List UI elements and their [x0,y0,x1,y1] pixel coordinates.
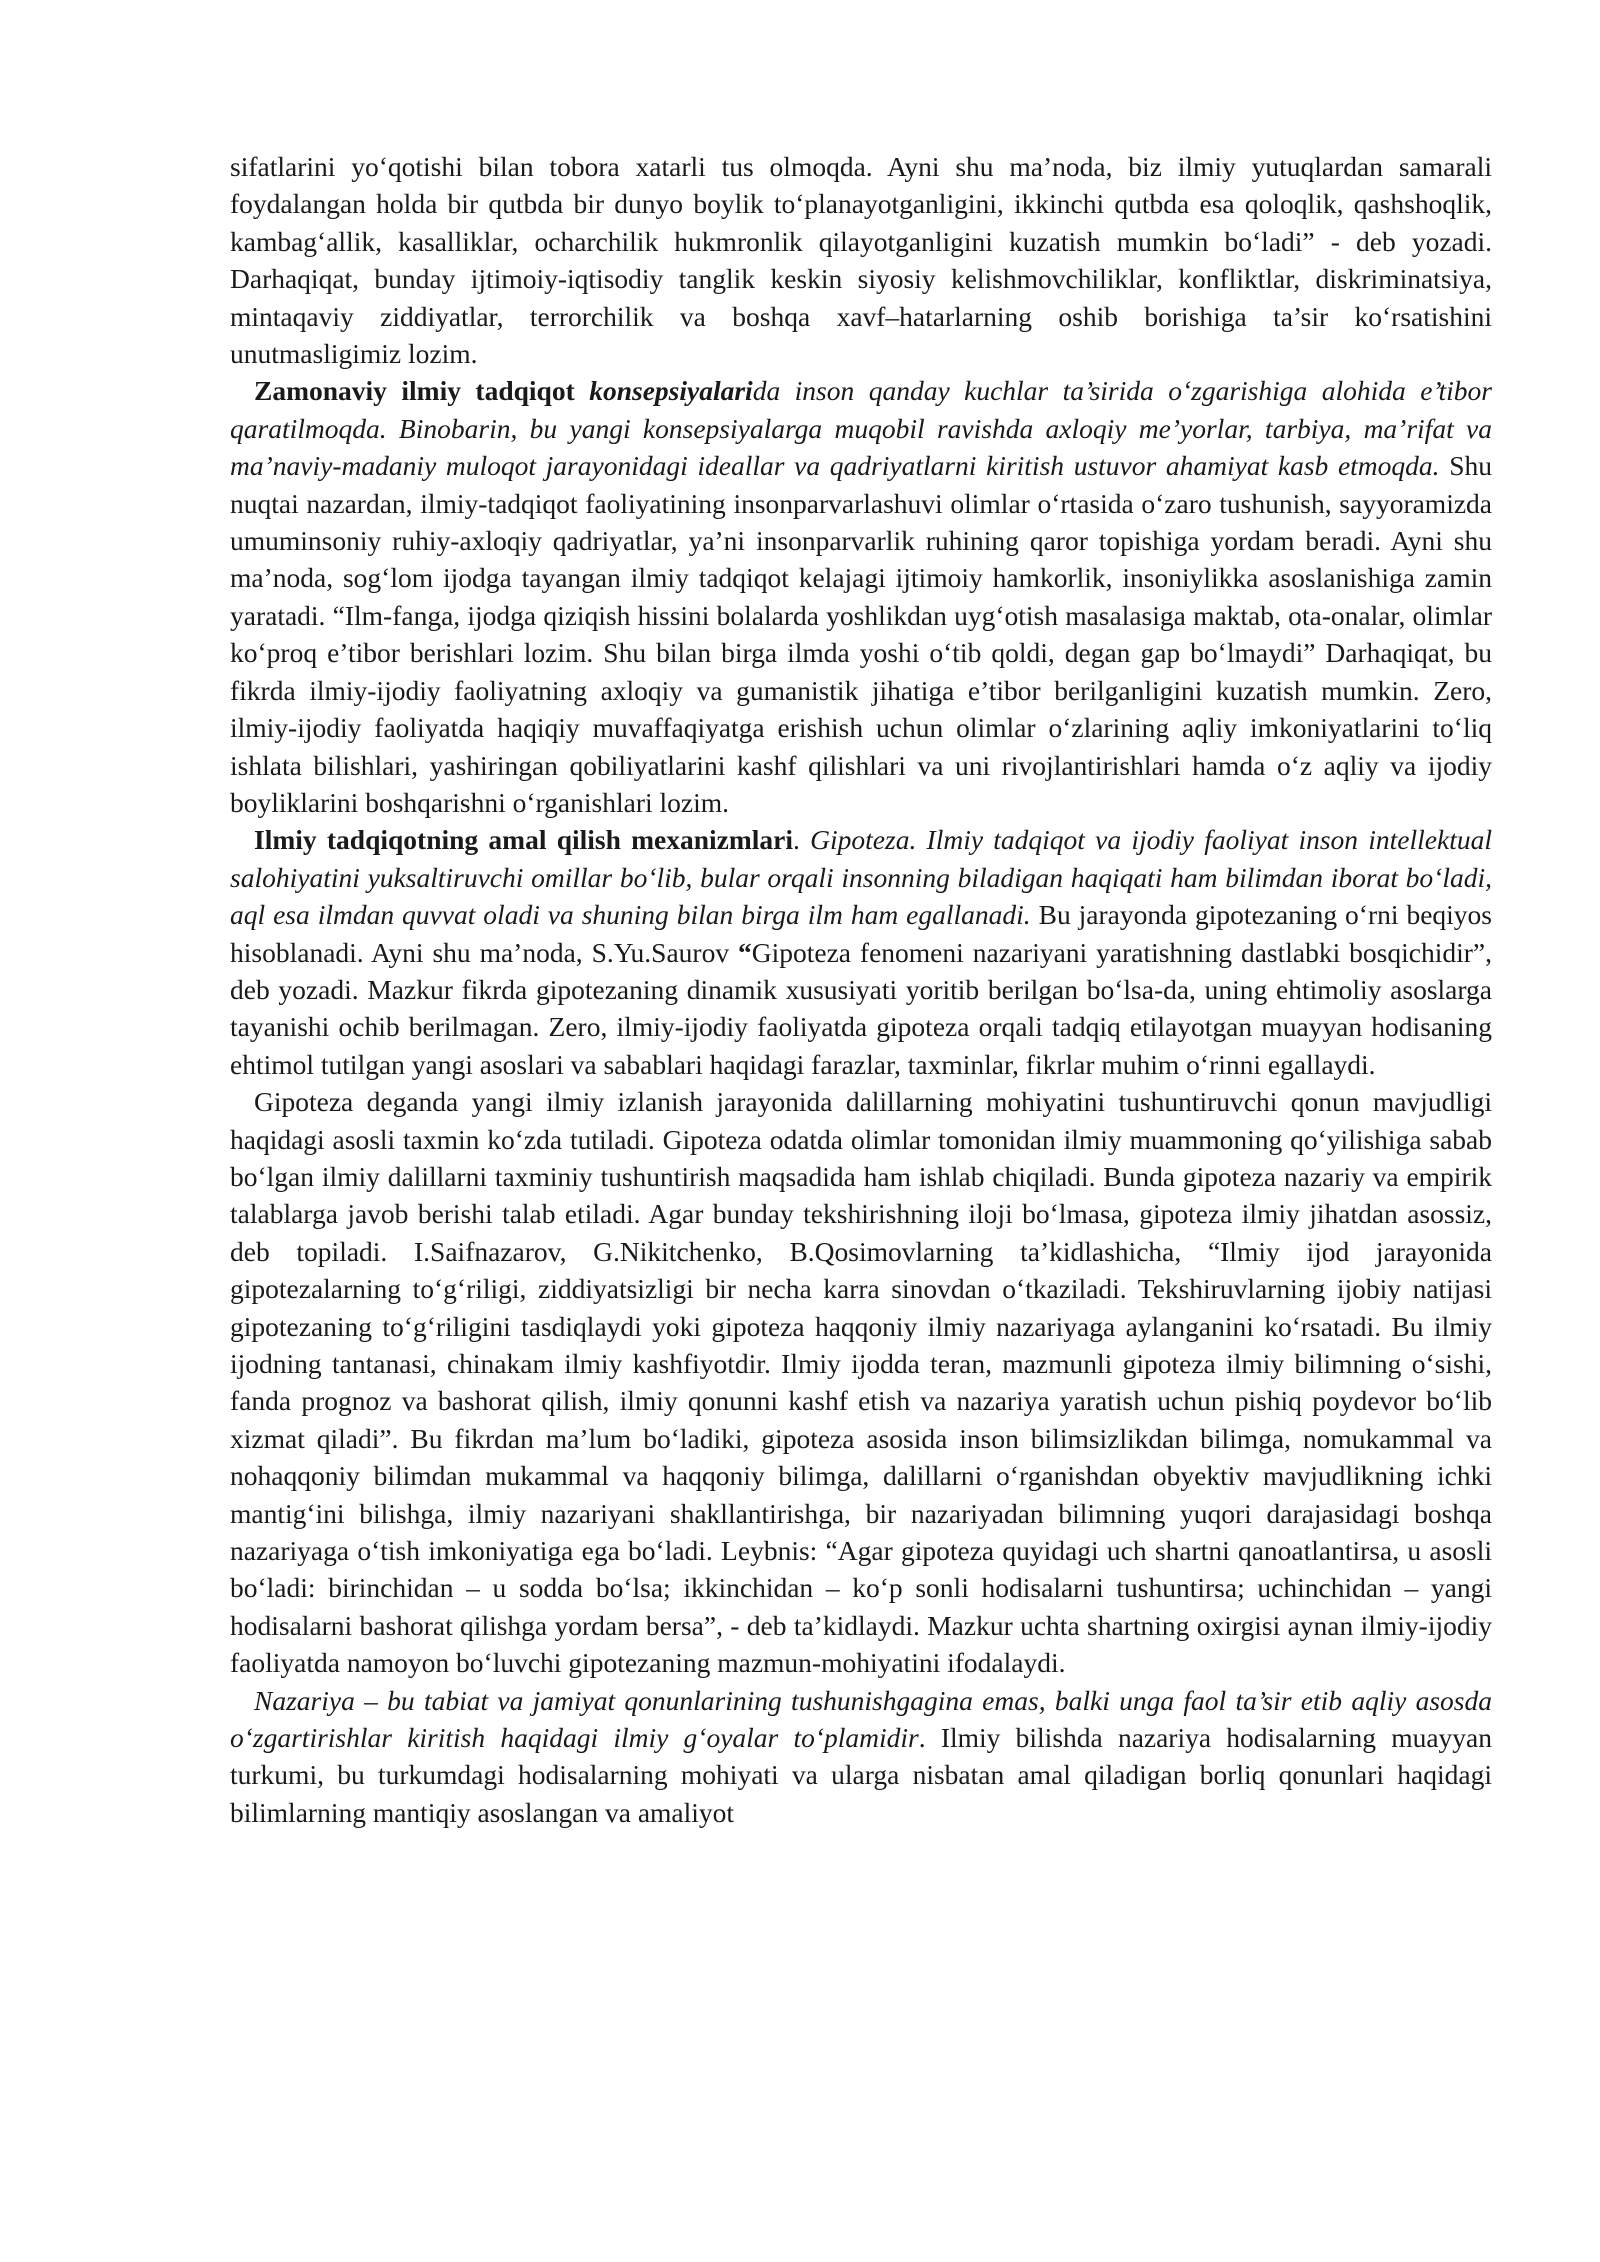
paragraph-1 [230,148,1492,372]
paragraph-3-bold-quote: “ [738,936,752,968]
paragraph-1-text: sifatlarini yo‘qotishi bilan tobora xatarli tus olmoqda. Ayni shu ma’noda, biz ilmiy yutuqlardan samarali foydalangan holda bir qutbda bir dunyo boylik to‘planayotganligini, ikkinchi qutbda esa qoloqlik, qashshoqlik, kambag‘allik, kasalliklar, ocharchilik hukmronlik qilayotganligini kuzatish mumkin bo‘ladi” - deb yozadi. Darhaqiqat, bunday ijtimoiy-iqtisodiy tanglik keskin siyosiy kelishmovchiliklar, konfliktlar, diskriminatsiya, mintaqaviy ziddiyatlar, terrorchilik va boshqa xavf–hatarlarning oshib borishiga ta’sir ko‘rsatishini unutmasligimiz lozim. [230,151,1492,370]
paragraph-2-bold-lead: Zamonaviy ilmiy tadqiqot [254,375,590,407]
document-page [230,148,1492,1831]
paragraph-3 [230,821,1492,1083]
paragraph-2-bold-italic: konsepsiyalari [589,375,753,407]
paragraph-5 [230,1682,1492,1832]
paragraph-3-separator: . [793,824,811,856]
paragraph-5-text: . Ilmiy bilishda nazariya hodisalarning muayyan turkumi, bu turkumdagi hodisalarning mohiyati va ularga nisbatan amal qiladigan borliq qonunlari haqidagi bilimlarning mantiqiy asoslangan va amaliyot [230,1722,1492,1828]
paragraph-4-text: Gipoteza deganda yangi ilmiy izlanish jarayonida dalillarning mohiyatini tushuntiruvchi qonun mavjudligi haqidagi asosli taxmin ko‘zda tutiladi. Gipoteza odatda olimlar tomonidan ilmiy muammoning qo‘yilishiga sabab bo‘lgan ilmiy dalillarni taxminiy tushuntirish maqsadida ham ishlab chiqiladi. Bunda gipoteza nazariy va empirik talablarga javob berishi talab etiladi. Agar bunday tekshirishning iloji bo‘lmasa, gipoteza ilmiy jihatdan asossiz, deb topiladi. I.Saifnazarov, G.Nikitchenko, B.Qosimovlarning ta’kidlashicha, “Ilmiy ijod jarayonida gipotezalarning to‘g‘riligi, ziddiyatsizligi bir necha karra sinovdan o‘tkaziladi. Tekshiruvlarning ijobiy natijasi gipotezaning to‘g‘riligini tasdiqlaydi yoki gipoteza haqqoniy ilmiy nazariyaga aylanganini ko‘rsatadi. Bu ilmiy ijodning tantanasi, chinakam ilmiy kashfiyotdir. Ilmiy ijodda teran, mazmunli gipoteza ilmiy bilimning o‘sishi, fanda prognoz va bashorat qilish, ilmiy qonunni kashf etish va nazariya yaratish uchun pishiq poydevor bo‘lib xizmat qiladi”. Bu fikrdan ma’lum bo‘ladiki, gipoteza asosida inson bilimsizlikdan bilimga, nomukammal va nohaqqoniy bilimdan mukammal va haqqoniy bilimga, dalillarni o‘rganishdan obyektiv mavjudlikning ichki mantig‘ini bilishga, ilmiy nazariyani shakllantirishga, bir nazariyadan bilimning yuqori darajasidagi boshqa nazariyaga o‘tish imkoniyatiga ega bo‘ladi. Leybnis: “Agar gipoteza quyidagi uch shartni qanoatlantirsa, u asosli bo‘ladi: birinchidan – u sodda bo‘lsa; ikkinchidan – ko‘p sonli hodisalarni tushuntirsa; uchinchidan – yangi hodisalarni bashorat qilishga yordam bersa”, - deb ta’kidlaydi. Mazkur uchta shartning oxirgisi aynan ilmiy-ijodiy faoliyatda namoyon bo‘luvchi gipotezaning mazmun-mohiyatini ifodalaydi. [230,1086,1492,1679]
paragraph-5-italic: Nazariya – bu tabiat va jamiyat qonunlarining tushunishgagina emas, balki unga faol ta’sir etib aqliy asosda o‘zgartirishlar kiritish haqidagi ilmiy g‘oyalar to‘plamidir [230,1684,1492,1754]
paragraph-2 [230,372,1492,821]
paragraph-3-text-2: Gipoteza fenomeni nazariyani yaratishning dastlabki bosqichidir”, deb yozadi. Mazkur fikrda gipotezaning dinamik xususiyati yoritib berilgan bo‘lsa-da, uning ehtimoliy asoslarga tayanishi ochib berilmagan. Zero, ilmiy-ijodiy faoliyatda gipoteza orqali tadqiq etilayotgan muayyan hodisaning ehtimol tutilgan yangi asoslari va sabablari haqidagi farazlar, taxminlar, fikrlar muhim o‘rinni egallaydi. [230,936,1492,1080]
paragraph-4 [230,1083,1492,1682]
paragraph-3-text: Bu jarayonda gipotezaning o‘rni beqiyos hisoblanadi. Ayni shu ma’noda, S.Yu.Saurov [230,899,1492,968]
paragraph-2-italic: da inson qanday kuchlar ta’sirida o‘zgarishiga alohida e’tibor qaratilmoqda. Binobarin, bu yangi konsepsiyalarga muqobil ravishda axloqiy me’yorlar, tarbiya, ma’rifat va ma’naviy-madaniy muloqot jarayonidagi ideallar va qadriyatlarni kiritish ustuvor ahamiyat kasb etmoqda. [230,375,1492,482]
paragraph-3-bold-lead: Ilmiy tadqiqotning amal qilish mexanizmlari [254,824,794,856]
paragraph-3-italic: Gipoteza. Ilmiy tadqiqot va ijodiy faoliyat inson intellektual salohiyatini yuksaltiruvchi omillar bo‘lib, bular orqali insonning biladigan haqiqati ham bilimdan iborat bo‘ladi, aql esa ilmdan quvvat oladi va shuning bilan birga ilm ham egallanadi. [230,824,1492,931]
paragraph-2-text: Shu nuqtai nazardan, ilmiy-tadqiqot faoliyatining insonparvarlashuvi olimlar o‘rtasida o‘zaro tushunish, sayyoramizda umuminsoniy ruhiy-axloqiy qadriyatlar, ya’ni insonparvarlik ruhining qaror topishiga yordam beradi. Ayni shu ma’noda, sog‘lom ijodga tayangan ilmiy tadqiqot kelajagi ijtimoiy hamkorlik, insoniylikka asoslanishiga zamin yaratadi. “Ilm-fanga, ijodga qiziqish hissini bolalarda yoshlikdan uyg‘otish masalasiga maktab, ota-onalar, olimlar ko‘proq e’tibor berishlari lozim. Shu bilan birga ilmda yoshi o‘tib qoldi, degan gap bo‘lmaydi” Darhaqiqat, bu fikrda ilmiy-ijodiy faoliyatning axloqiy va gumanistik jihatiga e’tibor berilganligini kuzatish mumkin. Zero, ilmiy-ijodiy faoliyatda haqiqiy muvaffaqiyatga erishish uchun olimlar o‘zlarining aqliy imkoniyatlarini to‘liq ishlata bilishlari, yashiringan qobiliyatlarini kashf qilishlari va uni rivojlantirishlari hamda o‘z aqliy va ijodiy boyliklarini boshqarishni o‘rganishlari lozim. [230,450,1492,818]
